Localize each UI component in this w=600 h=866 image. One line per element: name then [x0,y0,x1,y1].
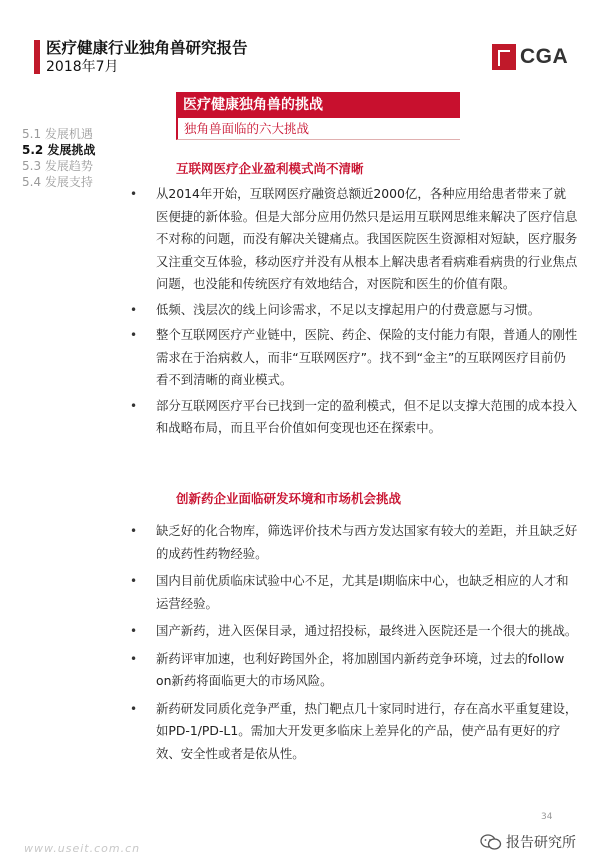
side-nav-item-5-3[interactable]: 5.3 发展趋势 [22,159,93,173]
list-item: • 国产新药，进入医保目录，通过招投标，最终进入医院还是一个很大的挑战。 [130,620,578,643]
list-item: • 缺乏好的化合物库，筛选评价技术与西方发达国家有较大的差距，并且缺乏好的成药性药物经验。 [130,520,578,565]
report-date: 2018年7月 [46,59,119,75]
cga-logo [492,44,576,70]
block2-heading: 创新药企业面临研发环境和市场机会挑战 [176,491,402,506]
report-title: 医疗健康行业独角兽研究报告 [46,39,248,57]
block2-bullet-list [130,520,578,770]
section-title: 医疗健康独角兽的挑战 [176,92,460,118]
cga-logo-mark-icon [492,44,516,70]
list-item: • 低频、浅层次的线上问诊需求，不足以支撑起用户的付费意愿与习惯。 [130,299,578,322]
block1-bullet-list [130,183,578,443]
list-item: • 部分互联网医疗平台已找到一定的盈利模式，但不足以支撑大范围的成本投入和战略布局，而且平台价值如何变现也还在探索中。 [130,395,578,440]
side-nav-item-5-2[interactable]: 5.2 发展挑战 [22,143,96,157]
list-item: • 新药评审加速，也利好跨国外企，将加剧国内新药竞争环境，过去的follow on新药将面临更大的市场风险。 [130,648,578,693]
list-item: • 从2014年开始，互联网医疗融资总额近2000亿，各种应用给患者带来了就医便捷的新体验。但是大部分应用仍然只是运用互联网思维来解决了医疗信息不对称的问题，而没有解决关键痛点。我国医院医生资源相对短缺，医疗服务又注重交互体验，移动医疗并没有从根本上解决患者看病难看病贵的行业焦点问题，也没能和传统医疗有效地结合，对医院和医生的价值有限。 [130,183,578,296]
side-nav [22,126,95,190]
footer-website: www.useit.com.cn [24,842,141,855]
wechat-icon [480,833,502,851]
page-number: 34 [541,812,553,822]
watermark [480,830,576,854]
watermark-text: 报告研究所 [506,835,576,851]
block1-heading: 互联网医疗企业盈利模式尚不清晰 [176,161,364,176]
side-nav-item-5-4[interactable]: 5.4 发展支持 [22,175,93,189]
header-accent-bar [34,40,40,74]
cga-logo-text: CGA [520,45,569,68]
side-nav-item-5-1[interactable]: 5.1 发展机遇 [22,127,93,141]
list-item: • 整个互联网医疗产业链中，医院、药企、保险的支付能力有限，普通人的刚性需求在于治病救人，而非“互联网医疗”。找不到“金主”的互联网医疗目前仍看不到清晰的商业模式。 [130,324,578,392]
list-item: • 新药研发同质化竞争严重，热门靶点几十家同时进行，存在高水平重复建设，如PD-1/PD-L1。需加大开发更多临床上差异化的产品，使产品有更好的疗效、安全性或者是依从性。 [130,698,578,766]
list-item: • 国内目前优质临床试验中心不足，尤其是I期临床中心，也缺乏相应的人才和运营经验。 [130,570,578,615]
section-subtitle: 独角兽面临的六大挑战 [176,118,460,140]
